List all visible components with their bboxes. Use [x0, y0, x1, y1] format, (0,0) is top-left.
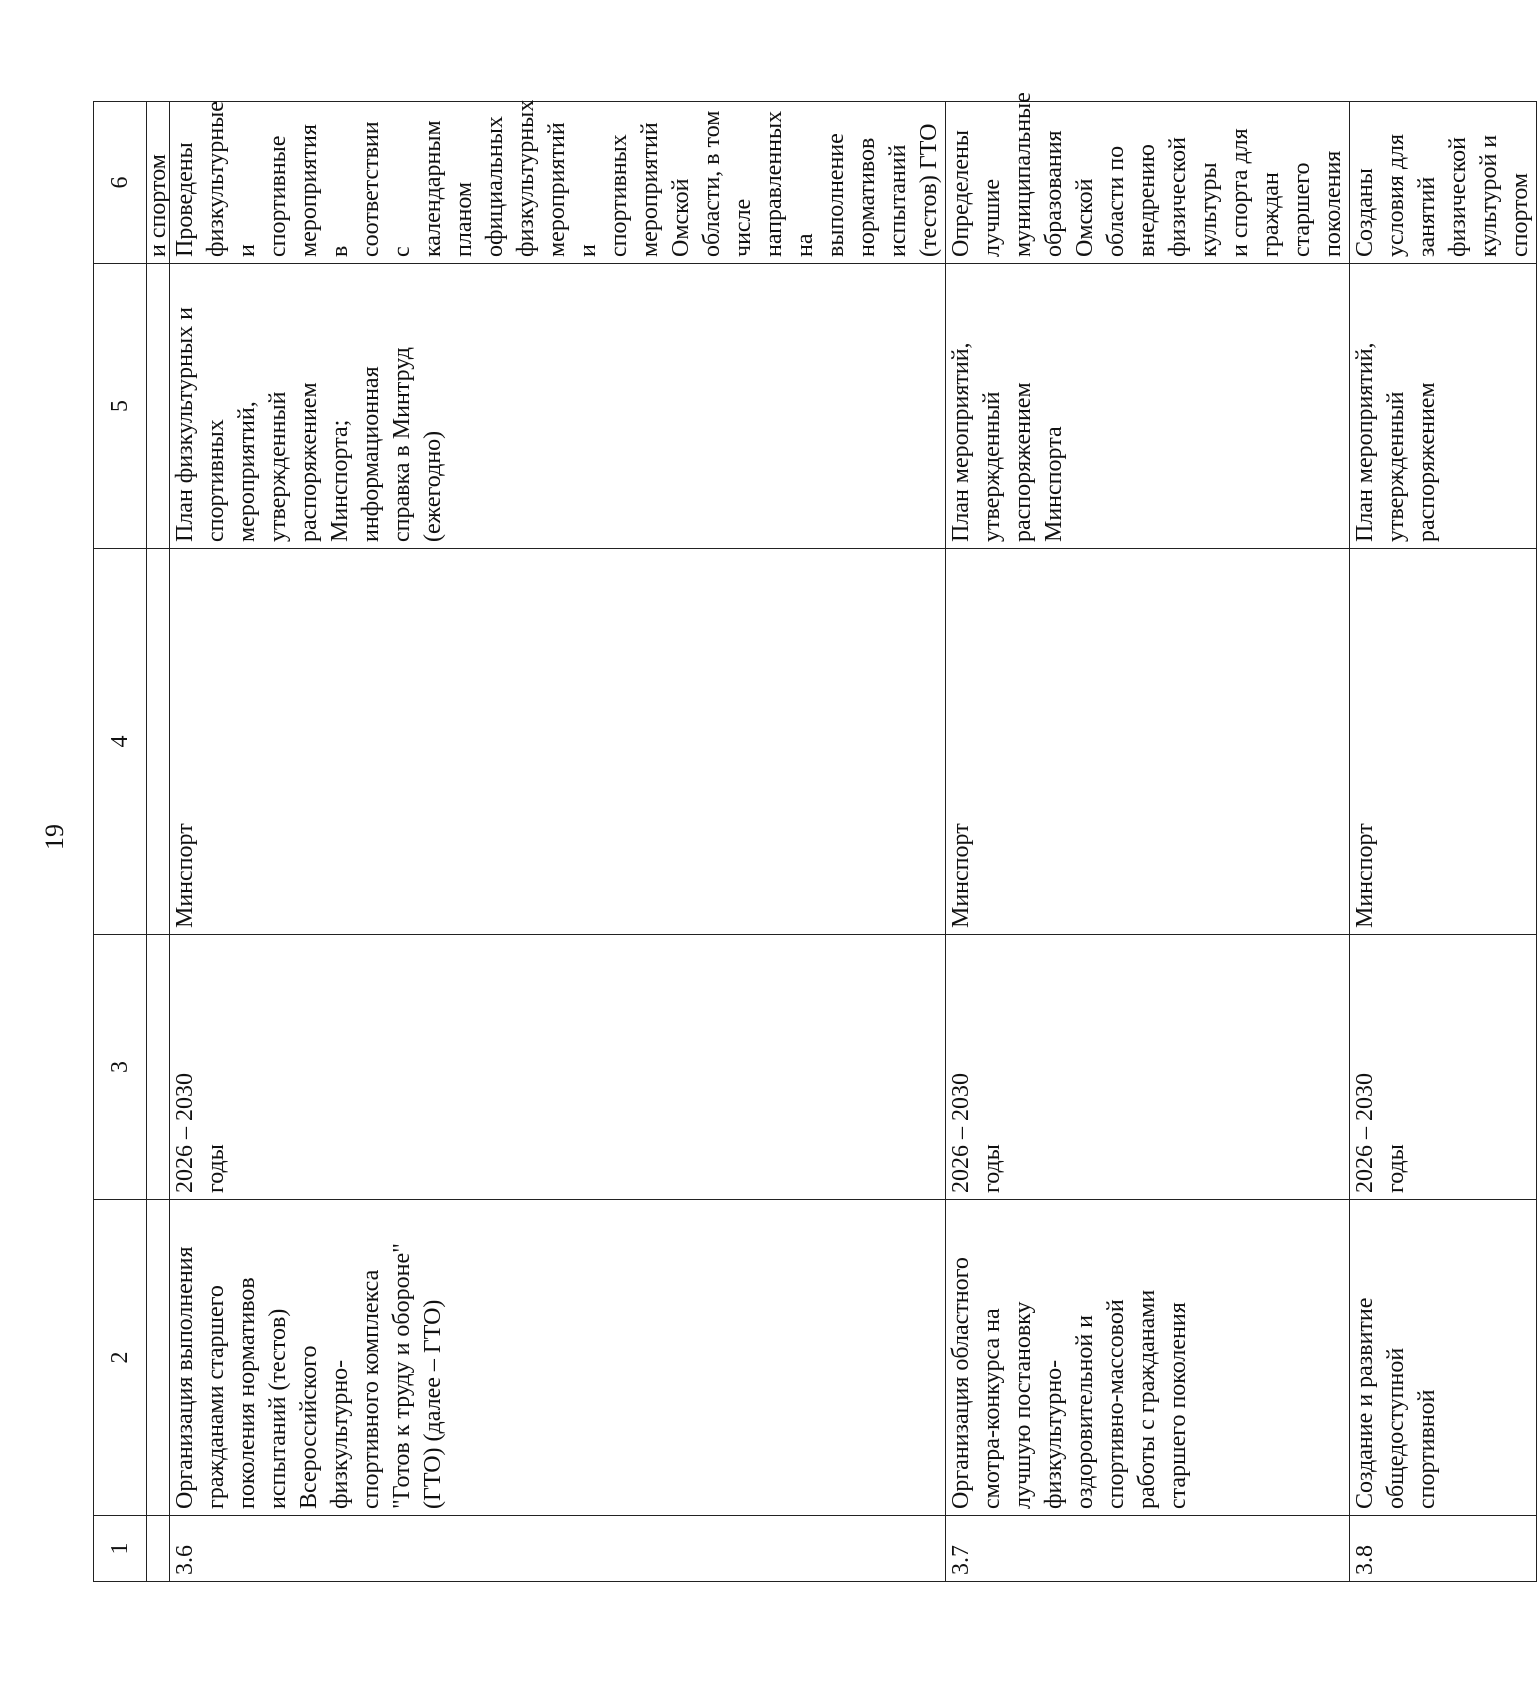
table-cell: [170, 264, 946, 549]
table-cell: [1350, 264, 1537, 549]
table-cell: [946, 1200, 1350, 1516]
plan-table: [93, 92, 1537, 1582]
table-cell: [147, 1516, 170, 1582]
table-cell: [147, 102, 170, 264]
table-row: [946, 102, 1350, 1582]
executor: Минспорт: [172, 823, 198, 928]
table-cell: [1350, 1516, 1537, 1582]
table-cell: [946, 935, 1350, 1200]
table-cell: [170, 549, 946, 935]
table-cell: [1350, 1200, 1537, 1516]
table-cell: [170, 99, 946, 264]
period: 2026 – 2030 годы: [172, 1073, 229, 1193]
document: План мероприятий, утвержденный распоряжением: [1352, 342, 1440, 542]
table-row: [170, 102, 946, 1582]
table-cell: [170, 1516, 946, 1582]
table-row: [1350, 102, 1537, 1582]
row-number: 3.7: [948, 1545, 974, 1575]
executor: Минспорт: [1352, 823, 1378, 928]
continuation-text: и спортом: [145, 154, 171, 257]
column-header: 5: [94, 264, 147, 549]
row-number: 3.6: [172, 1545, 198, 1575]
table-cell: [946, 264, 1350, 549]
page-number: 19: [40, 824, 69, 850]
row-number: 3.8: [1352, 1545, 1378, 1575]
activity-title: Организация выполнения гражданами старшего поколения нормативов испытаний (тестов) Всероссийского физкультурно- спортивного комплекса "Готов к труду и обороне" (ГТО) (далее – ГТО): [172, 1243, 446, 1509]
document: План мероприятий, утвержденный распоряжением Минспорта: [948, 342, 1067, 542]
document: План физкультурных и спортивных мероприятий, утвержденный распоряжением Минспорта; информационная справка в Минтруд (ежегодно): [172, 307, 446, 542]
executor: Минспорт: [948, 823, 974, 928]
column-header: 6: [94, 102, 147, 264]
activity-title: Организация областного смотра-конкурса на лучшую постановку физкультурно- оздоровительной и спортивно-массовой работы с гражданами старшего поколения: [948, 1257, 1191, 1509]
header-row: [94, 102, 147, 1582]
table-cell: [1350, 102, 1537, 264]
continuation-row: [147, 102, 170, 1582]
activity-title: Создание и развитие общедоступной спортивной: [1352, 1297, 1440, 1509]
table-cell: [946, 92, 1350, 264]
table-cell: [1350, 935, 1537, 1200]
table-cell: [147, 1200, 170, 1516]
result: Проведены физкультурные и спортивные мероприятия в соответствии с календарным планом официальных физкультурных мероприятий и спортивных мероприятий Омской области, в том числе направленных на выполнение нормативов испытаний (тестов) ГТО: [172, 99, 942, 257]
table-cell: [147, 935, 170, 1200]
table-cell: [147, 549, 170, 935]
result: Определены лучшие муниципальные образования Омской области по внедрению физической культуры и спорта для граждан старшего поколения: [948, 92, 1346, 257]
period: 2026 – 2030 годы: [948, 1073, 1005, 1193]
table-cell: [946, 1516, 1350, 1582]
table-cell: [1350, 549, 1537, 935]
table-cell: [170, 935, 946, 1200]
column-header: 4: [94, 549, 147, 935]
result: Созданы условия для занятий физической культурой и спортом: [1352, 133, 1533, 257]
table-cell: [170, 1200, 946, 1516]
column-header: 2: [94, 1200, 147, 1516]
period: 2026 – 2030 годы: [1352, 1073, 1409, 1193]
column-header: 3: [94, 935, 147, 1200]
table-cell: [147, 264, 170, 549]
table-cell: [946, 549, 1350, 935]
column-header: 1: [94, 1516, 147, 1582]
